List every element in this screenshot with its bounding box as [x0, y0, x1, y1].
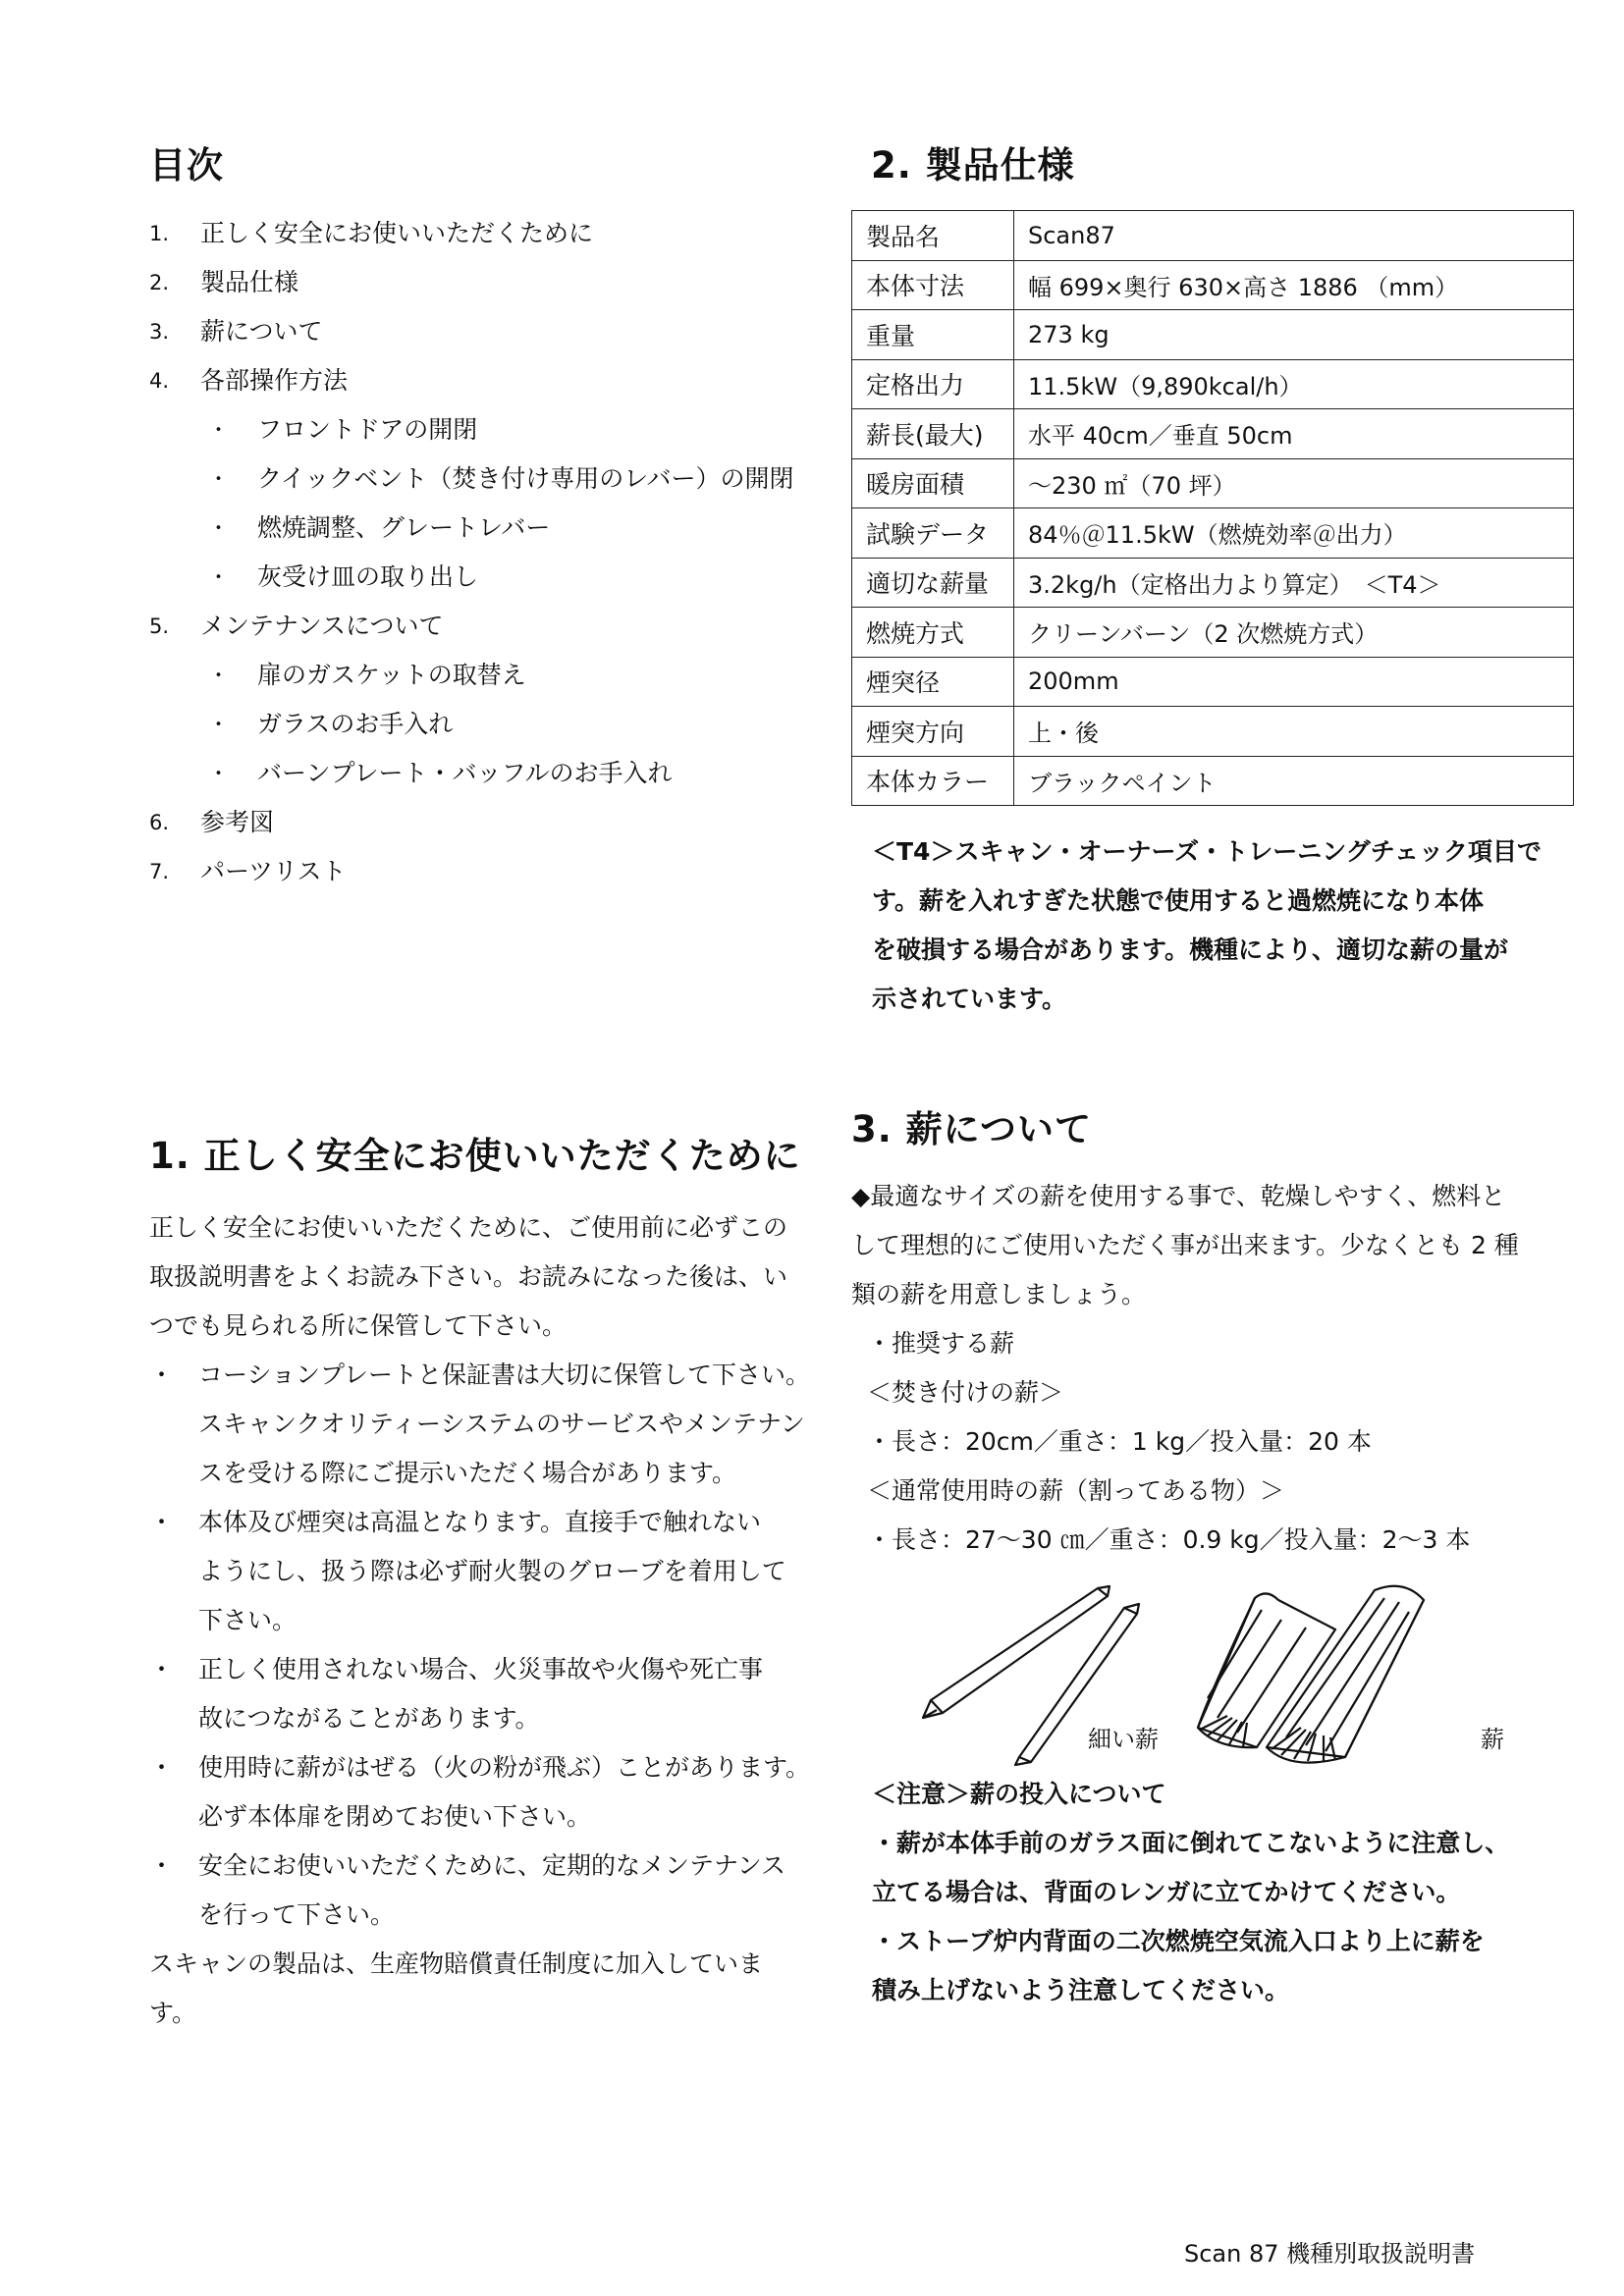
- spec-value: 上・後: [1014, 707, 1574, 757]
- spec-value: ～230 ㎡（70 坪）: [1014, 458, 1574, 508]
- toc-item[interactable]: 3. 薪について: [149, 317, 323, 346]
- spec-value: クリーンバーン（2 次燃焼方式）: [1014, 608, 1574, 658]
- figure-label-split: 薪: [1481, 1726, 1504, 1753]
- list-item: ・ 使用時に薪がはぜる（火の粉が飛ぶ）ことがあります。 必ず本体扉を閉めてお使い下さい。: [149, 1753, 811, 1831]
- wood-body: ◆最適なサイズの薪を使用する事で、乾燥しやすく、燃料と して理想的にご使用いただく事が出来ます。少なくとも 2 種 類の薪を用意しましょう。 ・推奨する薪 ＜焚き付けの薪＞ ・長さ：20cm／重さ：1 kg／投入量：20 本 ＜通常使用時の薪（割ってある物）＞ ・長さ：27～30 ㎝／重さ：0.9 kg／投入量：2～3 本: [851, 1182, 1519, 1554]
- toc-item[interactable]: 7. パーツリスト: [149, 857, 347, 885]
- table-row: [852, 608, 1574, 658]
- spec-note: ＜T4＞スキャン・オーナーズ・トレーニングチェック項目で す。薪を入れすぎた状態で使用すると過燃焼になり本体 を破損する場合があります。機種により、適切な薪の量が 示されています。: [872, 837, 1542, 1013]
- spec-key: 適切な薪量: [852, 558, 1014, 608]
- spec-key: 定格出力: [852, 359, 1014, 409]
- spec-value: 84％＠11.5kW（燃焼効率＠出力）: [1014, 508, 1574, 559]
- toc-item[interactable]: 6. 参考図: [149, 808, 275, 836]
- figure-label-thin: 細い薪: [1088, 1726, 1159, 1753]
- table-row: [852, 359, 1574, 409]
- table-row: [852, 508, 1574, 559]
- list-item: ・ コーションプレートと保証書は大切に保管して下さい。 スキャンクオリティーシステムのサービスやメンテナン スを受ける際にご提示いただく場合があります。: [149, 1361, 811, 1487]
- table-row: [852, 310, 1574, 360]
- spec-value: 3.2kg/h（定格出力より算定） ＜T4＞: [1014, 558, 1574, 608]
- spec-value: 200mm: [1014, 657, 1574, 707]
- table-row: [852, 409, 1574, 459]
- toc-list: [149, 209, 837, 896]
- spec-key: 煙突径: [852, 657, 1014, 707]
- list-item: ・ 本体及び煙突は高温となります。直接手で触れない ようにし、扱う際は必ず耐火製のグローブを着用して 下さい。: [149, 1508, 786, 1634]
- table-row: [852, 211, 1574, 261]
- spec-key: 試験データ: [852, 508, 1014, 559]
- table-row: [852, 707, 1574, 757]
- toc-item[interactable]: 1. 正しく安全にお使いいただくために: [149, 219, 594, 247]
- table-row: [852, 657, 1574, 707]
- spec-key: 製品名: [852, 211, 1014, 261]
- toc-title: 目次: [149, 144, 224, 187]
- list-item: ・ 正しく使用されない場合、火災事故や火傷や死亡事 故につながることがあります。: [149, 1655, 764, 1733]
- table-row: [852, 260, 1574, 310]
- spec-value: Scan87: [1014, 211, 1574, 261]
- table-row: [852, 756, 1574, 806]
- spec-key: 燃焼方式: [852, 608, 1014, 658]
- split-firewood-illustration: [1198, 1586, 1424, 1763]
- spec-value: 水平 40cm／垂直 50cm: [1014, 409, 1574, 459]
- toc-subitem[interactable]: ・ 扉のガスケットの取替え: [208, 661, 526, 689]
- spec-value: 11.5kW（9,890kcal/h）: [1014, 359, 1574, 409]
- table-row: [852, 458, 1574, 508]
- spec-table: [851, 210, 1574, 806]
- spec-value: 273 kg: [1014, 310, 1574, 360]
- spec-value: ブラックペイント: [1014, 756, 1574, 806]
- caution-note: ＜注意＞薪の投入について ・薪が本体手前のガラス面に倒れてこないように注意し、 立てる場合は、背面のレンガに立てかけてください。 ・ストーブ炉内背面の二次燃焼空気流入口より上に薪を 積み上げないよう注意してください。: [872, 1780, 1510, 2004]
- spec-key: 本体寸法: [852, 260, 1014, 310]
- table-row: [852, 558, 1574, 608]
- spec-title: 2. 製品仕様: [871, 144, 1075, 187]
- spec-key: 本体カラー: [852, 756, 1014, 806]
- spec-value: 幅 699×奥行 630×高さ 1886 （mm）: [1014, 260, 1574, 310]
- list-item: ・ 安全にお使いいただくために、定期的なメンテナンス を行って下さい。: [149, 1851, 786, 1929]
- toc-item[interactable]: 5. メンテナンスについて: [149, 612, 444, 640]
- toc-subitem[interactable]: ・ クイックベント（焚き付け専用のレバー）の開閉: [208, 464, 794, 493]
- toc-subitem[interactable]: ・ 燃焼調整、グレートレバー: [208, 513, 551, 542]
- spec-key: 煙突方向: [852, 707, 1014, 757]
- spec-key: 重量: [852, 310, 1014, 360]
- spec-key: 暖房面積: [852, 458, 1014, 508]
- safety-body: 正しく安全にお使いいただくために、ご使用前に必ずこの 取扱説明書をよくお読み下さい。お読みになった後は、い つでも見られる所に保管して下さい。 ・ コーションプレートと保証書は大切に保管して下さい。 スキャンクオリティーシステムのサービスやメンテナン スを受ける際にご提示いただく場合があります。 ・ 本体及び煙突は高温となります。直接手で触れない ようにし、扱う際は必ず耐火製のグローブを着用して 下さい。 ・ 正しく使用されない場合、火災事故や火傷や死亡事 故につながることがあります。 ・ 使用時に薪がはぜる（火の粉が飛ぶ）ことがあります。 必ず本体扉を閉めてお使い下さい。 ・ 安全にお使いいただくために、定期的なメンテナンス を行って下さい。 スキャンの製品は、生産物賠償責任制度に加入していま す。: [149, 1203, 837, 2038]
- toc-item[interactable]: 4. 各部操作方法: [149, 366, 349, 395]
- firewood-illustration: [913, 1571, 1522, 1767]
- toc-subitem[interactable]: ・ バーンプレート・バッフルのお手入れ: [208, 759, 673, 787]
- toc-item[interactable]: 2. 製品仕様: [149, 268, 299, 296]
- safety-title: 1. 正しく安全にお使いいただくために: [149, 1135, 801, 1177]
- toc-subitem[interactable]: ・ ガラスのお手入れ: [208, 710, 454, 738]
- toc-subitem[interactable]: ・ 灰受け皿の取り出し: [208, 562, 479, 591]
- toc-subitem[interactable]: ・ フロントドアの開閉: [208, 415, 478, 444]
- wood-title: 3. 薪について: [851, 1108, 1092, 1150]
- spec-key: 薪長(最大): [852, 409, 1014, 459]
- page-footer: Scan 87 機種別取扱説明書: [1184, 2240, 1476, 2268]
